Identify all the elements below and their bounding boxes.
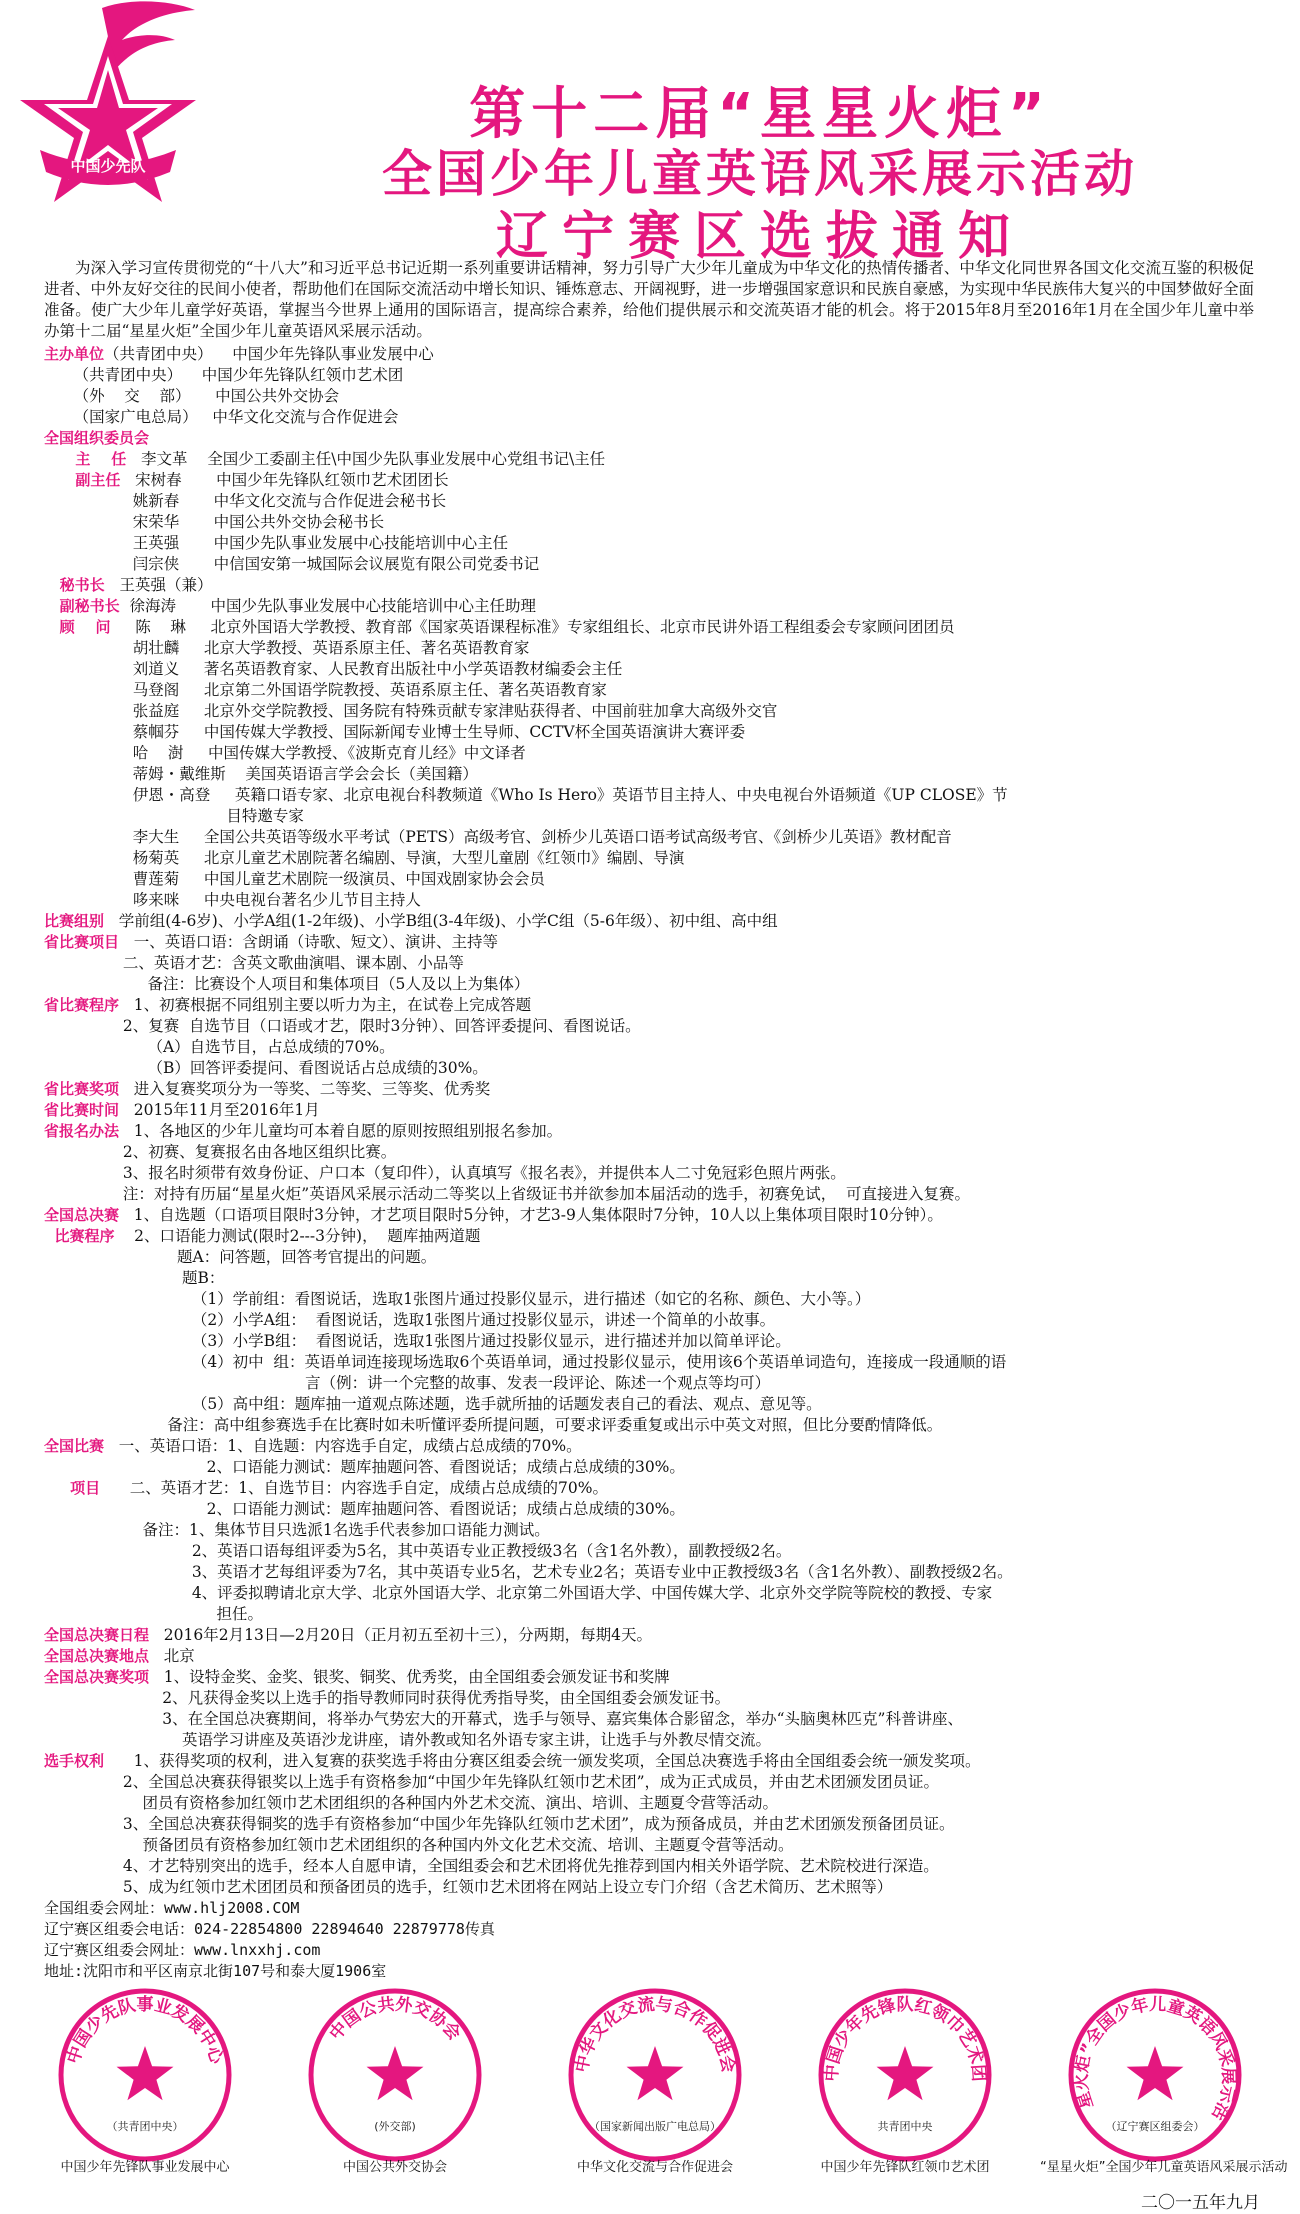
- section-row: [44, 1016, 1254, 1037]
- section-text: （A）自选节目，占总成绩的70%。: [44, 1038, 395, 1056]
- section-label: 省比赛时间: [44, 1101, 120, 1119]
- section-row: [44, 1604, 1254, 1625]
- section-text: 二、英语才艺：1、自选节目：内容选手自定，成绩占总成绩的70%。: [100, 1479, 609, 1497]
- section-text: 4、评委拟聘请北京大学、北京外国语大学、北京第二外国语大学、中国传媒大学、北京外交学院等院校的教授、专家: [44, 1584, 993, 1602]
- section-row: [44, 1436, 1254, 1457]
- section-text: 刘道义 著名英语教育家、人民教育出版社中小学英语教材编委会主任: [44, 660, 623, 678]
- contact-info: [44, 1898, 1254, 1982]
- section-row: [44, 470, 1254, 491]
- section-row: [44, 1856, 1254, 1877]
- section-row: [44, 1100, 1254, 1121]
- section-text: 1、获得奖项的权利，进入复赛的获奖选手将由分赛区组委会统一颁发奖项，全国总决赛选手将由全国组委会统一颁发奖项。: [104, 1752, 981, 1770]
- section-row: [44, 1583, 1254, 1604]
- svg-text:（共青团中央）: （共青团中央）: [106, 2120, 184, 2133]
- section-row: [44, 596, 1254, 617]
- section-row: [44, 1772, 1254, 1793]
- section-row: [44, 1562, 1254, 1583]
- section-row: [44, 1709, 1254, 1730]
- section-text: 担任。: [44, 1605, 263, 1623]
- section-label: 全国比赛: [44, 1437, 105, 1455]
- section-row: [44, 1352, 1254, 1373]
- section-label: 省比赛项目: [44, 933, 120, 951]
- section-text: 2、口语能力测试：题库抽题问答、看图说话；成绩占总成绩的30%。: [44, 1500, 685, 1518]
- section-row: [44, 1184, 1254, 1205]
- section-text: （1）学前组：看图说话，选取1张图片通过投影仪显示，进行描述（如它的名称、颜色、大小等。）: [44, 1290, 871, 1308]
- seal-3: [560, 1980, 750, 2180]
- section-row: [44, 1415, 1254, 1436]
- section-label: 主办单位: [44, 345, 105, 363]
- section-label: 全国总决赛: [44, 1206, 120, 1224]
- seal-stamp-icon: [1060, 1980, 1250, 2170]
- title-line-3: 辽宁赛区选拔通知: [495, 207, 1024, 267]
- section-text: 言（例：讲一个完整的故事、发表一段评论、陈述一个观点等均可）: [44, 1374, 771, 1392]
- section-text: 2、初赛、复赛报名由各地区组织比赛。: [44, 1143, 397, 1161]
- section-text: （共青团中央） 中国少年先锋队红领巾艺术团: [44, 366, 404, 384]
- seal-caption: 中国少年先锋队红领巾艺术团: [820, 2160, 990, 2175]
- section-label: 省比赛奖项: [44, 1080, 120, 1098]
- section-row: [44, 428, 1254, 449]
- contact-line: 辽宁赛区组委会电话：024-22854800 22894640 22879778传真: [44, 1920, 495, 1938]
- official-seals: [0, 1980, 1300, 2180]
- section-row: [44, 1541, 1254, 1562]
- section-text: （B）回答评委提问、看图说话占总成绩的30%。: [44, 1059, 488, 1077]
- notice-sections: [44, 344, 1254, 1898]
- section-row: [44, 806, 1254, 827]
- section-row: [44, 533, 1254, 554]
- seal-4: [810, 1980, 1000, 2180]
- section-text: 曹莲菊 中国儿童艺术剧院一级演员、中国戏剧家协会会员: [44, 870, 545, 888]
- section-row: [44, 1079, 1254, 1100]
- header: [0, 0, 1300, 267]
- seal-caption: 中国公共外交协会: [342, 2160, 447, 2175]
- section-row: [44, 638, 1254, 659]
- intro-paragraph: 为深入学习宣传贯彻党的“十八大”和习近平总书记近期一系列重要讲话精神，努力引导广大少年儿童成为中华文化的热情传播者、中华文化同世界各国文化交流互鉴的积极促进者、中外友好交往的民间小使者，帮助他们在国际交流活动中增长知识、锤炼意志、开阔视野，进一步增强国家意识和民族自豪感，为实现中华民族伟大复兴的中国梦做好全面准备。使广大少年儿童学好英语，掌握当今世界上通用的国际语言，提高综合素养，给他们提供展示和交流英语才能的机会。将于2015年8月至2016年1月在全国少年儿童中举办第十二届“星星火炬”全国少年儿童英语风采展示活动。: [44, 259, 1254, 340]
- section-row: [44, 974, 1254, 995]
- seal-1: [50, 1980, 240, 2180]
- seal-caption: 中华文化交流与合作促进会: [576, 2160, 733, 2175]
- section-row: [44, 1247, 1254, 1268]
- section-row: [44, 1289, 1254, 1310]
- section-label: 主 任: [44, 450, 127, 468]
- section-row: [44, 491, 1254, 512]
- section-label: 全国总决赛奖项: [44, 1668, 150, 1686]
- section-row: [44, 1268, 1254, 1289]
- section-text: 团员有资格参加红领巾艺术团组织的各种国内外艺术交流、演出、培训、主题夏令营等活动。: [44, 1794, 779, 1812]
- young-pioneers-torch-star-icon: [10, 0, 210, 210]
- section-label: 全国总决赛日程: [44, 1626, 150, 1644]
- section-text: （3）小学B组： 看图说话，选取1张图片通过投影仪显示，进行描述并加以简单评论。: [44, 1332, 791, 1350]
- section-row: [44, 407, 1254, 428]
- section-text: 2、全国总决赛获得银奖以上选手有资格参加“中国少年先锋队红领巾艺术团”，成为正式成员，并由艺术团颁发团员证。: [44, 1773, 940, 1791]
- section-row: [44, 365, 1254, 386]
- section-row: [44, 827, 1254, 848]
- section-text: 二、英语才艺：含英文歌曲演唱、课本剧、小品等: [44, 954, 464, 972]
- section-row: [44, 1667, 1254, 1688]
- badge-text: 中国少先队: [70, 157, 146, 175]
- section-text: 伊恩・高登 英籍口语专家、北京电视台科教频道《Who Is Hero》英语节目主持人、中央电视台外语频道《UP CLOSE》节: [44, 786, 1008, 804]
- section-text: 张益庭 北京外交学院教授、国务院有特殊贡献专家津贴获得者、中国前驻加拿大高级外交官: [44, 702, 778, 720]
- svg-text:(外交部): (外交部): [374, 2120, 416, 2133]
- section-label: 比赛组别: [44, 912, 105, 930]
- svg-text:（辽宁赛区组委会）: （辽宁赛区组委会）: [1105, 2120, 1205, 2133]
- section-row: [44, 995, 1254, 1016]
- section-row: [44, 1163, 1254, 1184]
- section-row: [44, 1730, 1254, 1751]
- section-row: [44, 575, 1254, 596]
- section-row: [44, 1646, 1254, 1667]
- notice-body: [44, 258, 1254, 1982]
- section-row: [44, 512, 1254, 533]
- seal-2: [300, 1980, 490, 2180]
- section-row: [44, 1835, 1254, 1856]
- section-text: （外 交 部） 中国公共外交协会: [44, 387, 340, 405]
- section-row: [44, 1205, 1254, 1226]
- section-row: [44, 890, 1254, 911]
- section-text: 3、在全国总决赛期间，将举办气势宏大的开幕式，选手与领导、嘉宾集体合影留念，举办“头脑奥林匹克”科普讲座、: [44, 1710, 963, 1728]
- section-row: [44, 680, 1254, 701]
- section-row: [44, 869, 1254, 890]
- section-label: 项目: [44, 1479, 101, 1497]
- section-text: 3、全国总决赛获得铜奖的选手有资格参加“中国少年先锋队红领巾艺术团”，成为预备成员，并由艺术团颁发预备团员证。: [44, 1815, 955, 1833]
- section-text: 预备团员有资格参加红领巾艺术团组织的各种国内外文化艺术交流、培训、主题夏令营等活动。: [44, 1836, 794, 1854]
- title-line-1: 第十二届“星星火炬”: [469, 82, 1051, 147]
- section-row: [44, 953, 1254, 974]
- section-text: 1、各地区的少年儿童均可本着自愿的原则按照组别报名参加。: [119, 1122, 563, 1140]
- section-text: 杨菊英 北京儿童艺术剧院著名编剧、导演，大型儿童剧《红领巾》编剧、导演: [44, 849, 685, 867]
- section-label: 省报名办法: [44, 1122, 120, 1140]
- section-text: 一、英语口语：含朗诵（诗歌、短文）、演讲、主持等: [119, 933, 499, 951]
- section-text: 备注：高中组参赛选手在比赛时如未听懂评委所提问题，可要求评委重复或出示中英文对照，但比分要酌情降低。: [44, 1416, 943, 1434]
- seal-5: [1040, 1980, 1288, 2180]
- section-row: [44, 1331, 1254, 1352]
- section-text: 王英强 中国少先队事业发展中心技能培训中心主任: [44, 534, 509, 552]
- section-row: [44, 1142, 1254, 1163]
- section-text: （4）初中 组：英语单词连接现场选取6个英语单词，通过投影仪显示，使用该6个英语单词造句，连接成一段通顺的语: [44, 1353, 1007, 1371]
- section-text: 闫宗侠 中信国安第一城国际会议展览有限公司党委书记: [44, 555, 540, 573]
- section-text: 宋荣华 中国公共外交协会秘书长: [44, 513, 385, 531]
- section-text: 注：对持有历届“星星火炬”英语风采展示活动二等奖以上省级证书并欲参加本届活动的选手，初赛免试， 可直接进入复赛。: [44, 1185, 971, 1203]
- section-row: [44, 554, 1254, 575]
- section-text: 2、英语口语每组评委为5名，其中英语专业正教授级3名（含1名外教），副教授级2名。: [44, 1542, 792, 1560]
- section-text: 2、复赛 自选节目（口语或才艺，限时3分钟）、回答评委提问、看图说话。: [44, 1017, 641, 1035]
- svg-text:中国少先队事业发展中心: 中国少先队事业发展中心: [63, 1995, 227, 2067]
- contact-line: 全国组委会网址：www.hlj2008.COM: [44, 1899, 300, 1917]
- section-text: 2、凡获得金奖以上选手的指导教师同时获得优秀指导奖，由全国组委会颁发证书。: [44, 1689, 731, 1707]
- section-label: 秘书长: [44, 576, 105, 594]
- svg-text:共青团中央: 共青团中央: [877, 2120, 933, 2133]
- section-text: 蔡帼芬 中国传媒大学教授、国际新闻专业博士生导师、CCTV杯全国英语演讲大赛评委: [44, 723, 746, 741]
- section-text: 备注：1、集体节目只选派1名选手代表参加口语能力测试。: [44, 1521, 550, 1539]
- section-text: （共青团中央） 中国少年先锋队事业发展中心: [104, 345, 434, 363]
- section-text: 一、英语口语：1、自选题：内容选手自定，成绩占总成绩的70%。: [104, 1437, 582, 1455]
- section-label: 全国组织委员会: [44, 429, 150, 447]
- section-row: [44, 1625, 1254, 1646]
- title-line-2: 全国少年儿童英语风采展示活动: [382, 145, 1138, 203]
- section-text: 2015年11月至2016年1月: [119, 1101, 320, 1119]
- section-text: 蒂姆・戴维斯 美国英语语言学会会长（美国籍）: [44, 765, 478, 783]
- section-row: [44, 848, 1254, 869]
- section-text: 4、才艺特别突出的选手，经本人自愿申请，全国组委会和艺术团将优先推荐到国内相关外语学院、艺术院校进行深造。: [44, 1857, 939, 1875]
- section-row: [44, 1814, 1254, 1835]
- section-row: [44, 1688, 1254, 1709]
- contact-line: 地址:沈阳市和平区南京北街107号和泰大厦1906室: [44, 1962, 387, 1980]
- section-row: [44, 1058, 1254, 1079]
- svg-text:中国公共外交协会: 中国公共外交协会: [325, 1994, 465, 2045]
- svg-text:中华文化交流与合作促进会: 中华文化交流与合作促进会: [571, 1994, 739, 2075]
- section-text: 题A：问答题，回答考官提出的问题。: [44, 1248, 437, 1266]
- section-row: [44, 722, 1254, 743]
- seal-caption: 中国少年先锋队事业发展中心: [60, 2160, 230, 2175]
- section-row: [44, 1457, 1254, 1478]
- section-text: 3、报名时须带有效身份证、户口本（复印件），认真填写《报名表》，并提供本人二寸免冠彩色照片两张。: [44, 1164, 846, 1182]
- section-text: 备注：比赛设个人项目和集体项目（5人及以上为集体）: [44, 975, 530, 993]
- section-text: 胡壮麟 北京大学教授、英语系原主任、著名英语教育家: [44, 639, 530, 657]
- section-row: [44, 1226, 1254, 1247]
- section-text: 李大生 全国公共英语等级水平考试（PETS）高级考官、剑桥少儿英语口语考试高级考官、《剑桥少儿英语》教材配音: [44, 828, 952, 846]
- section-row: [44, 1121, 1254, 1142]
- section-text: 2、口语能力测试(限时2---3分钟)， 题库抽两道题: [114, 1227, 481, 1245]
- section-row: [44, 1310, 1254, 1331]
- section-text: 2016年2月13日—2月20日（正月初五至初十三），分两期，每期4天。: [149, 1626, 653, 1644]
- svg-text:（国家新闻出版广电总局）: （国家新闻出版广电总局）: [589, 2120, 721, 2133]
- svg-text:“星星火炬”全国少年儿童英语风采展示活动: 星火炬”全国少年儿童英语风采展示活: [1071, 1994, 1239, 2124]
- section-row: [44, 617, 1254, 638]
- contact-line: 辽宁赛区组委会网址：www.lnxxhj.com: [44, 1941, 321, 1959]
- section-label: 省比赛程序: [44, 996, 120, 1014]
- section-row: [44, 659, 1254, 680]
- section-row: [44, 386, 1254, 407]
- section-text: 李文革 全国少工委副主任\中国少先队事业发展中心党组书记\主任: [126, 450, 606, 468]
- section-text: 马登阁 北京第二外国语学院教授、英语系原主任、著名英语教育家: [44, 681, 607, 699]
- section-label: 副秘书长: [44, 597, 120, 615]
- section-text: 1、设特金奖、金奖、银奖、铜奖、优秀奖，由全国组委会颁发证书和奖牌: [149, 1668, 670, 1686]
- seal-stamp-icon: [810, 1980, 1000, 2170]
- seal-caption: “星星火炬”全国少年儿童英语风采展示活动: [1040, 2160, 1288, 2175]
- section-label: 副主任: [44, 471, 121, 489]
- section-row: [44, 1520, 1254, 1541]
- seal-stamp-icon: [560, 1980, 750, 2170]
- section-text: 3、英语才艺每组评委为7名，其中英语专业5名，艺术专业2名；英语专业中正教授级3名（含1名外教）、副教授级2名。: [44, 1563, 1013, 1581]
- section-text: （5）高中组：题库抽一道观点陈述题，选手就所抽的话题发表自己的看法、观点、意见等。: [44, 1395, 822, 1413]
- section-label: 选手权利: [44, 1752, 105, 1770]
- section-text: 王英强（兼）: [104, 576, 213, 594]
- section-text: 哆来咪 中央电视台著名少儿节目主持人: [44, 891, 421, 909]
- section-text: 题B：: [44, 1269, 225, 1287]
- section-text: （国家广电总局） 中华文化交流与合作促进会: [44, 408, 399, 426]
- section-row: [44, 344, 1254, 365]
- section-row: [44, 743, 1254, 764]
- section-row: [44, 785, 1254, 806]
- section-row: [44, 1793, 1254, 1814]
- section-text: 北京: [149, 1647, 195, 1665]
- section-row: [44, 701, 1254, 722]
- section-label: 顾 问: [44, 618, 111, 636]
- section-text: 英语学习讲座及英语沙龙讲座，请外教或知名外语专家主讲，让选手与外教尽情交流。: [44, 1731, 771, 1749]
- section-row: [44, 1394, 1254, 1415]
- section-row: [44, 932, 1254, 953]
- section-row: [44, 1373, 1254, 1394]
- section-row: [44, 1751, 1254, 1772]
- section-text: （2）小学A组： 看图说话，选取1张图片通过投影仪显示，讲述一个简单的小故事。: [44, 1311, 776, 1329]
- section-text: 目特邀专家: [44, 807, 304, 825]
- section-text: 1、初赛根据不同组别主要以听力为主，在试卷上完成答题: [119, 996, 532, 1014]
- section-row: [44, 764, 1254, 785]
- section-text: 陈 琳 北京外国语大学教授、教育部《国家英语课程标准》专家组组长、北京市民讲外语工程组委会专家顾问团团员: [110, 618, 955, 636]
- section-row: [44, 449, 1254, 470]
- section-row: [44, 1877, 1254, 1898]
- section-text: 学前组(4-6岁)、小学A组(1-2年级)、小学B组(3-4年级)、小学C组（5-6年级）、初中组、高中组: [104, 912, 778, 930]
- svg-text:中国少年先锋队红领巾艺术团: 中国少年先锋队红领巾艺术团: [821, 1995, 989, 2083]
- section-text: 1、自选题（口语项目限时3分钟，才艺项目限时5分钟，才艺3-9人集体限时7分钟，10人以上集体项目限时10分钟）。: [119, 1206, 943, 1224]
- section-label: 全国总决赛地点: [44, 1647, 150, 1665]
- section-text: 哈 澍 中国传媒大学教授、《波斯克育儿经》中文译者: [44, 744, 526, 762]
- seal-stamp-icon: [50, 1980, 240, 2170]
- section-text: 姚新春 中华文化交流与合作促进会秘书长: [44, 492, 447, 510]
- section-row: [44, 1037, 1254, 1058]
- seal-stamp-icon: [300, 1980, 490, 2170]
- section-row: [44, 911, 1254, 932]
- section-text: 2、口语能力测试：题库抽题问答、看图说话；成绩占总成绩的30%。: [44, 1458, 685, 1476]
- issue-date: 二〇一五年九月: [1141, 2193, 1260, 2213]
- section-row: [44, 1499, 1254, 1520]
- section-text: 进入复赛奖项分为一等奖、二等奖、三等奖、优秀奖: [119, 1080, 491, 1098]
- section-text: 宋树春 中国少年先锋队红领巾艺术团团长: [120, 471, 449, 489]
- section-text: 5、成为红领巾艺术团团员和预备团员的选手，红领巾艺术团将在网站上设立专门介绍（含艺术简历、艺术照等）: [44, 1878, 893, 1896]
- section-label: 比赛程序: [44, 1227, 115, 1245]
- section-row: [44, 1478, 1254, 1499]
- section-text: 徐海涛 中国少先队事业发展中心技能培训中心主任助理: [119, 597, 537, 615]
